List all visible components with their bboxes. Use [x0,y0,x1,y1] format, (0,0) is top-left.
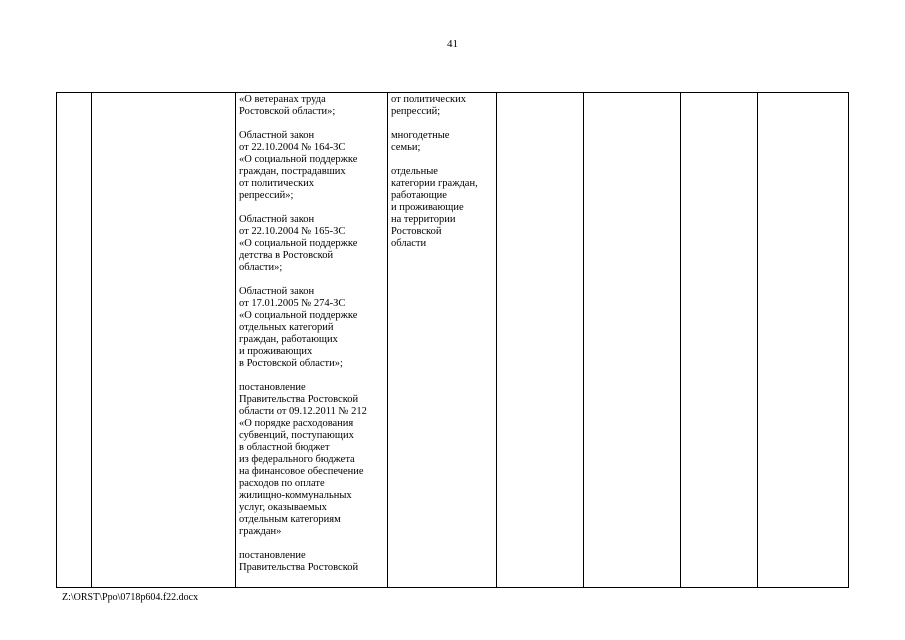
footer-file-path: Z:\ORST\Ppo\0718p604.f22.docx [62,592,199,603]
table-cell-empty [584,93,681,588]
table-cell-empty [681,93,758,588]
table-cell-recipient-categories: от политических репрессий; многодетные семьи; отдельные категории граждан, работающие и проживающие на территории Ростовской области [388,93,497,588]
table-cell-empty [57,93,92,588]
page-number: 41 [447,38,458,50]
table-row [57,93,849,588]
table-cell-legal-acts: «О ветеранах труда Ростовской области»; Областной закон от 22.10.2004 № 164-ЗС «О социальной поддержке граждан, пострадавших от политических репрессий»; Областной закон от 22.10.2004 № 165-ЗС «О социальной поддержке детства в Ростовской области»; Областной закон от 17.01.2005 № 274-ЗС «О социальной поддержке отдельных категорий граждан, работающих и проживающих в Ростовской области»; постановление Правительства Ростовской области от 09.12.2011 № 212 «О порядке расходования субвенций, поступающих в областной бюджет из федерального бюджета на финансовое обеспечение расходов по оплате жилищно-коммунальных услуг, оказываемых отдельным категориям граждан» постановление Правительства Ростовской [236,93,388,588]
document-table [56,92,849,588]
table-cell-empty [497,93,584,588]
table-cell-empty [92,93,236,588]
table-cell-empty [758,93,849,588]
